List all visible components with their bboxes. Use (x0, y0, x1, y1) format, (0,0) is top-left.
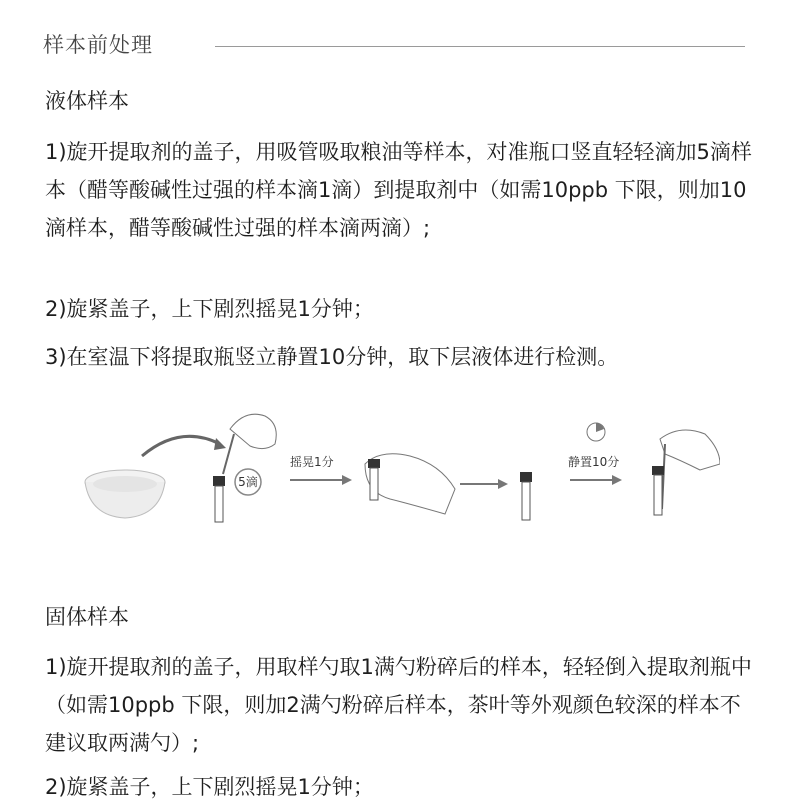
extraction-tube-2-icon (520, 472, 532, 520)
pipette-hand-icon (652, 430, 720, 515)
solid-sample-heading: 固体样本 (45, 605, 129, 629)
section-title: 样本前处理 (43, 33, 153, 57)
liquid-sample-heading: 液体样本 (45, 89, 129, 113)
shaking-hand-icon (365, 454, 455, 514)
procedure-diagram (80, 404, 720, 544)
drops-label: 5滴 (238, 475, 258, 489)
transfer-arrow-icon (142, 436, 220, 456)
extraction-tube-1-icon (213, 476, 225, 522)
liquid-step-2: 2)旋紧盖子，上下剧烈摇晃1分钟； (45, 297, 374, 321)
liquid-step-3: 3)在室温下将提取瓶竖立静置10分钟，取下层液体进行检测。 (45, 345, 619, 369)
rest-label: 静置10分 (568, 455, 620, 469)
sample-bowl-icon (85, 470, 165, 518)
shake-label: 摇晃1分 (290, 455, 334, 469)
solid-step-1: 1)旋开提取剂的盖子，用取样勺取1满勺粉碎后的样本，轻轻倒入提取剂瓶中（如需10ppb 下限，则加2满勺粉碎后样本，茶叶等外观颜色较深的样本不建议取两满勺）; (45, 655, 752, 755)
liquid-step-1: 1)旋开提取剂的盖子，用吸管吸取粮油等样本，对准瓶口竖直轻轻滴加5滴样本（醋等酸碱性过强的样本滴1滴）到提取剂中（如需10ppb 下限，则加10滴样本，醋等酸碱性过强的样本滴两滴）; (45, 140, 752, 240)
dropper-hand-icon (223, 414, 276, 474)
header-divider (215, 46, 745, 47)
section-header (43, 28, 748, 64)
solid-step-2: 2)旋紧盖子，上下剧烈摇晃1分钟； (45, 775, 374, 799)
